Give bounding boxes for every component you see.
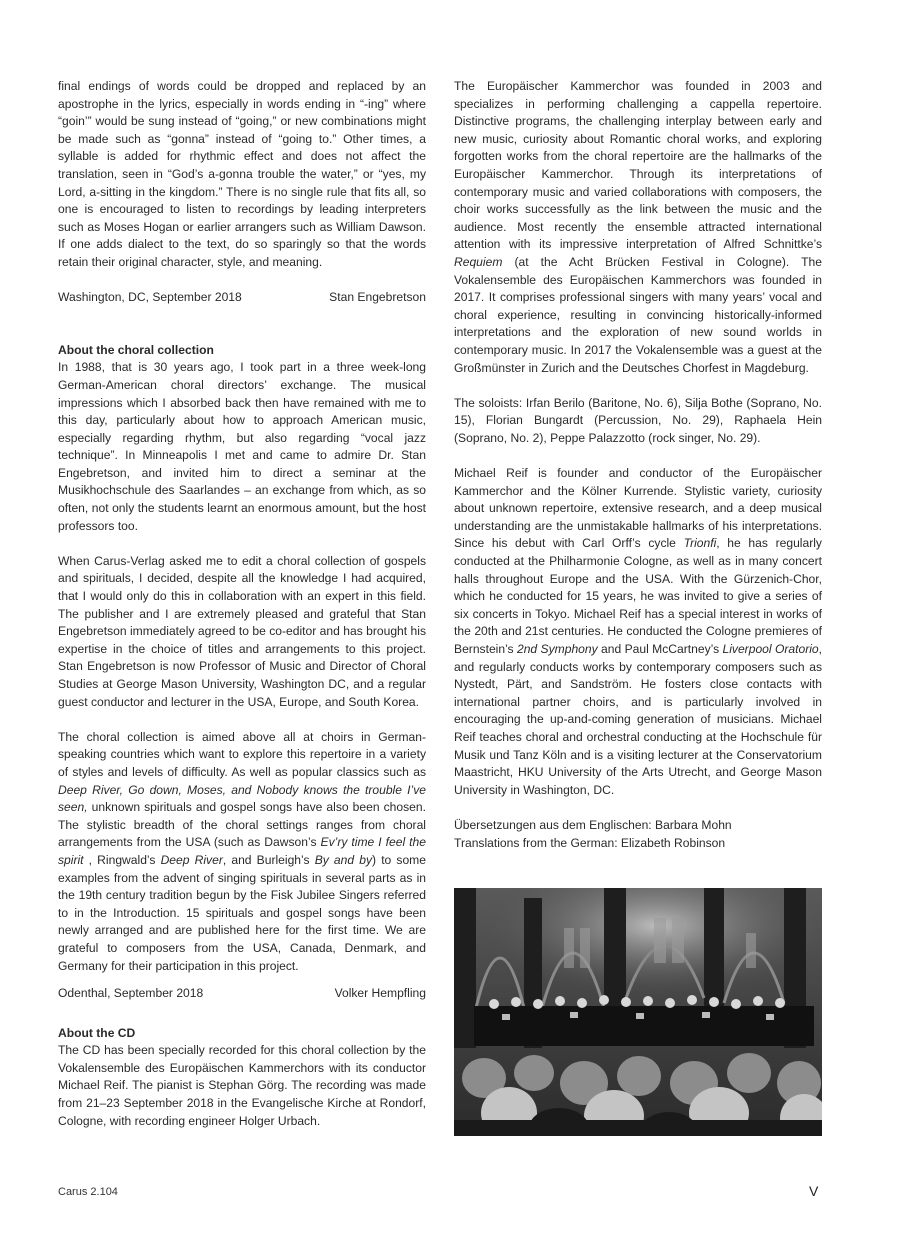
- signature-volker: [58, 985, 426, 1003]
- signature-place: Odenthal, September 2018: [58, 986, 204, 1001]
- left-column: [58, 78, 426, 1130]
- kammerchor-paragraph: The Europäischer Kammerchor was founded in 2003 and specializes in performing challenging a cappella repertoire. Distinctive programs, the challenging interplay between early and new music, curiosity about Romantic choral works, and exploring forgotten works from the choral repertoire are the hallmarks of the Europäischer Kammerchor. Through its interpretations of contemporary music and varied collaborations with composers, the choir works successfully as the link between the music and the audience. Most recently the ensemble attracted international attention with its impressive interpretation of Alfred Schnittke’s Requiem (at the Acht Brücken Festival in Cologne). The Vokalensemble des Europäischen Kammerchors was founded in 2017. It comprises professional singers with many years’ vocal and choral experience, resulting in convincing historically-informed interpretations and the exploration of new sound worlds in contemporary music. In 2017 the Vokalensemble was a guest at the Großmünster in Zurich and the Deutsches Chorfest in Magdeburg.: [454, 79, 822, 375]
- choral-paragraph-3: The choral collection is aimed above all at choirs in German-speaking countries which want to explore this repertoire in a variety of styles and levels of difficulty. As well as popular classics such as Deep River, Go down, Moses, and Nobody knows the trouble I’ve seen, unknown spirituals and gospel songs have also been chosen. The stylistic breadth of the choral settings ranges from choral arrangements from the USA (such as Dawson’s Ev’ry time I feel the spirit , Ringwald’s Deep River, and Burleigh’s By and by) to some examples from the advent of singing spirituals in several parts as in the 19th century tradition begun by the Fisk Jubilee Singers referred to in the Introduction. 15 spirituals and gospel songs have been newly arranged and are published here for the first time. We are grateful to composers from the USA, Canada, Denmark, and Germany for their participation in this project.: [58, 729, 426, 973]
- signature-place: Washington, DC, September 2018: [58, 290, 242, 305]
- signature-name: Volker Hempfling: [334, 986, 426, 1001]
- translation-german: Übersetzungen aus dem Englischen: Barbara Mohn: [454, 817, 732, 832]
- catalog-number: Carus 2.104: [58, 1186, 118, 1198]
- choral-collection-heading: About the choral collection: [58, 342, 214, 357]
- church-choir-image: [454, 888, 822, 1136]
- choral-paragraph-1: In 1988, that is 30 years ago, I took part in a three week-long German-American choral directors’ exchange. The musical impressions which I absorbed back then have remained with me to this day, particularly about how to approach American music, especially regarding rhythm, but also regarding “vocal jazz technique”. In Minneapolis I met and came to admire Dr. Stan Engebretson, and invited him to direct a seminar at the Musikhochschule des Saarlandes – an exchange from which, as so often, not only the students learnt an enormous amount, but the host professors too.: [58, 360, 426, 533]
- choral-paragraph-2: When Carus-Verlag asked me to edit a choral collection of gospels and spirituals, I decided, despite all the knowledge I had acquired, that I would only do this in collaboration with an expert in this field. The publisher and I are extremely pleased and grateful that Stan Engebretson immediately agreed to be co-editor and has brought his expertise in the choice of titles and arrangements to this project. Stan Engebretson is now Professor of Music and Director of Choral Studies at George Mason University, Washington DC, and a regular guest conductor and lecturer in the USA, Europe, and South Korea.: [58, 553, 426, 709]
- signature-name: Stan Engebretson: [329, 290, 426, 305]
- signature-stan: [58, 289, 426, 307]
- soloists-paragraph: The soloists: Irfan Berilo (Baritone, No. 6), Silja Bothe (Soprano, No. 15), Florian Bungardt (Percussion, No. 29), Raphaela Hein (Soprano, No. 2), Peppe Palazzotto (rock singer, No. 29).: [454, 395, 822, 445]
- right-column: [454, 78, 822, 852]
- cd-heading: About the CD: [58, 1025, 136, 1040]
- choir-concert-photo: [454, 888, 822, 1136]
- cd-paragraph: The CD has been specially recorded for this choral collection by the Vokalensemble des Europäischen Kammerchors with its conductor Michael Reif. The pianist is Stephan Görg. The recording was made from 21–23 September 2018 in the Evangelische Kirche at Rondorf, Cologne, with recording engineer Holger Urbach.: [58, 1043, 426, 1128]
- reif-paragraph: Michael Reif is founder and conductor of the Europäischer Kammerchor and the Kölner Kurrende. Stylistic variety, curiosity about unknown repertoire, extensive research, and a deep musical understanding are the unmistakable hallmarks of his interpretations. Since his debut with Carl Orff’s cycle Trionfi, he has regularly conducted at the Philharmonie Cologne, as well as in many concert halls throughout Europe and the USA. With the Gürzenich-Chor, which he conducted for 15 years, he was invited to give a series of six concerts in Tokyo. Michael Reif has a special interest in works of the 20th and 21st centuries. He conducted the Cologne premieres of Bernstein’s 2nd Symphony and Paul McCartney’s Liverpool Oratorio, and regularly conducts works by contemporary composers such as Nystedt, Pärt, and Sandström. He fosters close contacts with international partner choirs, and is particularly involved in encouraging the up-and-coming generation of musicians. Michael Reif teaches choral and orchestral conducting at the Hochschule für Musik und Tanz Köln and is a visiting lecturer at the Conservatorium Maastricht, HKU University of the Arts Utrecht, and George Mason University in Washington, DC.: [454, 466, 823, 797]
- translation-english: Translations from the German: Elizabeth Robinson: [454, 835, 726, 850]
- page-number: V: [809, 1183, 819, 1199]
- intro-paragraph: final endings of words could be dropped and replaced by an apostrophe in the lyrics, especially in words ending in “-ing” where “goin’” would be sung instead of “going,” or new combinations might be made such as “gonna” instead of “going to.” Other times, a syllable is added for rhythmic effect and does not affect the translation, seen in “God’s a-gonna trouble the water,” or “yes, my Lord, a-sitting in the kingdom.” There is no single rule that fits all, so one is encouraged to listen to recordings by leading interpreters such as Moses Hogan or earlier arrangers such as William Dawson. If one adds dialect to the text, do so sparingly so that the words retain their original character, style, and meaning.: [58, 79, 426, 269]
